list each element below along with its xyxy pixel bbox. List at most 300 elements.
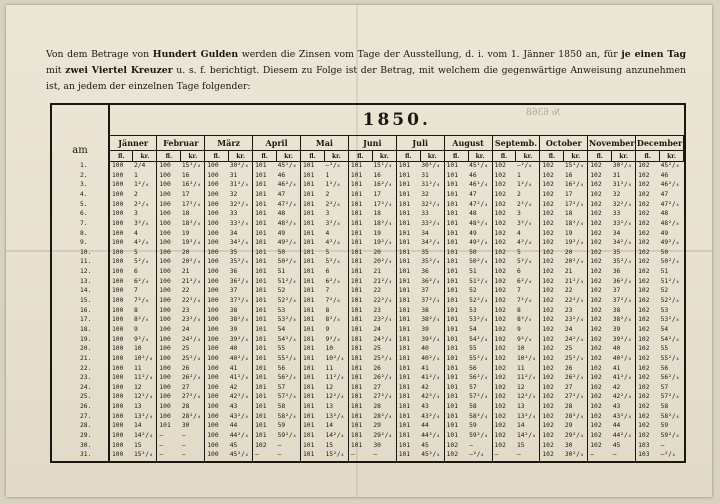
- kreuzer-cell: 12²/₄: [516, 393, 536, 401]
- month-header: Mai: [301, 136, 349, 151]
- gulden-cell: 100: [109, 249, 133, 259]
- gulden-cell: 102: [492, 278, 516, 288]
- kreuzer-cell: 27²/₄: [181, 393, 201, 401]
- gulden-cell: 101: [348, 307, 372, 317]
- day-number: 6.: [52, 210, 109, 220]
- kreuzer-cell: 2: [325, 191, 330, 198]
- kreuzer-cell: 2²/₄: [516, 200, 533, 208]
- kreuzer-cell: 45²/₄: [229, 451, 249, 459]
- intro-text: u. s. f. berichtigt. Diesem zu Folge ist der Betrag, mit welchem die gegenwärtige: [176, 65, 567, 76]
- gulden-cell: 100: [109, 239, 133, 249]
- gulden-cell: 102: [540, 220, 564, 230]
- gulden-cell: 101: [396, 307, 420, 317]
- gulden-cell: 102: [540, 316, 564, 326]
- month-header: December: [636, 136, 684, 151]
- kreuzer-cell: 22: [181, 287, 190, 295]
- kreuzer-cell: 52²/₄: [660, 297, 680, 305]
- kreuzer-cell: 47: [277, 191, 286, 198]
- gulden-cell: 100: [157, 384, 181, 394]
- gulden-cell: 102: [492, 432, 516, 442]
- kreuzer-cell: 35: [612, 248, 621, 256]
- kreuzer-cell: 1²/₄: [516, 181, 533, 189]
- gulden-cell: 101: [301, 336, 325, 346]
- gulden-cell: —: [157, 432, 181, 442]
- gulden-cell: 102: [540, 355, 564, 365]
- gulden-cell: 102: [492, 239, 516, 249]
- gulden-cell: 102: [636, 239, 660, 249]
- gulden-cell: 103: [636, 451, 660, 461]
- kreuzer-cell: 28: [373, 403, 381, 411]
- gulden-cell: 102: [492, 422, 516, 432]
- kreuzer-cell: 16: [373, 171, 381, 179]
- intro-text: für: [603, 49, 618, 60]
- kreuzer-cell: 8: [516, 306, 521, 314]
- kreuzer-cell: 52: [277, 287, 286, 295]
- kreuzer-cell: 43²/₄: [421, 412, 441, 420]
- gulden-cell: 102: [540, 307, 564, 317]
- kreuzer-cell: 36: [421, 268, 429, 276]
- gulden-cell: 100: [157, 326, 181, 336]
- day-number: 31.: [52, 451, 109, 461]
- kreuzer-cell: 19: [373, 229, 381, 237]
- kreuzer-cell: 38: [612, 306, 621, 314]
- gulden-cell: 102: [636, 220, 660, 230]
- gulden-cell: 100: [109, 365, 133, 375]
- kreuzer-cell: 43²/₄: [229, 412, 249, 420]
- kreuzer-cell: 47²/₄: [660, 200, 680, 208]
- kreuzer-cell: 21²/₄: [373, 277, 393, 285]
- kreuzer-cell: 53: [469, 306, 477, 314]
- kreuzer-cell: 23²/₄: [181, 316, 201, 324]
- gulden-cell: 102: [540, 181, 564, 191]
- table-row: [52, 191, 684, 201]
- table-row: [52, 220, 684, 230]
- gulden-cell: 101: [253, 403, 277, 413]
- unit-fl-header: fl.: [157, 151, 181, 162]
- kreuzer-cell: 47: [469, 191, 477, 198]
- kreuzer-cell: 44²/₄: [229, 432, 249, 440]
- gulden-cell: 101: [444, 220, 468, 230]
- table-row: [52, 210, 684, 220]
- kreuzer-cell: 30²/₄: [229, 162, 249, 169]
- gulden-cell: 102: [588, 220, 612, 230]
- kreuzer-cell: 40²/₄: [229, 354, 249, 362]
- kreuzer-cell: 39: [612, 325, 621, 333]
- kreuzer-cell: 26: [181, 364, 190, 372]
- kreuzer-cell: 53: [277, 306, 286, 314]
- kreuzer-cell: 55²/₄: [660, 354, 680, 362]
- table-row: [52, 249, 684, 259]
- kreuzer-cell: 12: [325, 383, 334, 391]
- gulden-cell: 101: [396, 210, 420, 220]
- unit-fl-header: fl.: [540, 151, 564, 162]
- gulden-cell: 100: [205, 374, 229, 384]
- kreuzer-cell: 1²/₄: [133, 181, 150, 189]
- kreuzer-cell: 3²/₄: [516, 219, 533, 227]
- gulden-cell: 102: [588, 258, 612, 268]
- gulden-cell: 101: [396, 393, 420, 403]
- kreuzer-cell: 23: [373, 306, 381, 314]
- kreuzer-cell: 55: [660, 345, 669, 353]
- kreuzer-cell: 29²/₄: [564, 432, 584, 440]
- gulden-cell: 102: [492, 355, 516, 365]
- gulden-cell: 102: [636, 307, 660, 317]
- gulden-cell: 101: [396, 249, 420, 259]
- gulden-cell: 100: [205, 326, 229, 336]
- gulden-cell: 100: [157, 210, 181, 220]
- kreuzer-cell: 2²/₄: [133, 200, 150, 208]
- gulden-cell: 102: [588, 316, 612, 326]
- kreuzer-cell: 13²/₄: [133, 412, 153, 420]
- gulden-cell: 102: [636, 249, 660, 259]
- kreuzer-cell: 14: [516, 422, 525, 430]
- kreuzer-cell: 17: [181, 191, 190, 198]
- gulden-cell: 101: [253, 355, 277, 365]
- gulden-cell: 102: [540, 249, 564, 259]
- kreuzer-cell: 37²/₄: [229, 297, 249, 305]
- gulden-cell: 101: [348, 326, 372, 336]
- gulden-cell: 102: [636, 297, 660, 307]
- kreuzer-cell: 50: [469, 248, 477, 256]
- gulden-cell: 101: [444, 403, 468, 413]
- gulden-cell: 101: [253, 181, 277, 191]
- gulden-cell: 102: [492, 384, 516, 394]
- unit-kr-header: kr.: [133, 151, 157, 162]
- kreuzer-cell: 15²/₄: [133, 451, 153, 459]
- kreuzer-cell: 25²/₄: [564, 354, 584, 362]
- gulden-cell: 101: [301, 230, 325, 240]
- kreuzer-cell: 1: [325, 171, 330, 179]
- kreuzer-cell: 42: [229, 383, 238, 391]
- table-row: [52, 181, 684, 191]
- kreuzer-cell: 9²/₄: [133, 335, 150, 343]
- gulden-cell: 102: [636, 268, 660, 278]
- gulden-cell: 100: [205, 181, 229, 191]
- gulden-cell: 101: [396, 384, 420, 394]
- gulden-cell: 102: [540, 393, 564, 403]
- gulden-cell: 102: [636, 355, 660, 365]
- kreuzer-cell: 30: [564, 441, 573, 449]
- kreuzer-cell: 20²/₄: [564, 258, 584, 266]
- kreuzer-cell: 2: [516, 191, 521, 198]
- month-header: Juni: [348, 136, 396, 151]
- gulden-cell: 100: [205, 403, 229, 413]
- gulden-cell: 102: [540, 384, 564, 394]
- gulden-cell: 101: [396, 326, 420, 336]
- kreuzer-cell: 25: [564, 345, 573, 353]
- gulden-cell: 100: [157, 393, 181, 403]
- gulden-cell: 100: [109, 181, 133, 191]
- kreuzer-cell: 31²/₄: [612, 181, 632, 189]
- gulden-cell: 101: [444, 258, 468, 268]
- gulden-cell: 102: [636, 278, 660, 288]
- kreuzer-cell: 39: [229, 325, 238, 333]
- gulden-cell: 102: [540, 336, 564, 346]
- day-number: 28.: [52, 422, 109, 432]
- gulden-cell: 102: [444, 442, 468, 452]
- kreuzer-cell: 10: [325, 345, 334, 353]
- kreuzer-cell: 16: [564, 171, 573, 179]
- kreuzer-cell: 5: [133, 248, 138, 256]
- kreuzer-cell: 34: [612, 229, 621, 237]
- gulden-cell: 101: [301, 451, 325, 461]
- kreuzer-cell: 52²/₄: [469, 297, 489, 305]
- gulden-cell: 101: [253, 191, 277, 201]
- kreuzer-cell: 51²/₄: [469, 277, 489, 285]
- gulden-cell: 102: [540, 191, 564, 201]
- intro-text: mit: [46, 65, 62, 76]
- gulden-cell: 102: [636, 210, 660, 220]
- gulden-cell: 100: [109, 326, 133, 336]
- kreuzer-cell: 38: [229, 306, 238, 314]
- kreuzer-cell: 7²/₄: [516, 297, 533, 305]
- gulden-cell: 101: [444, 326, 468, 336]
- table-body: [52, 162, 684, 462]
- month-header: Juli: [396, 136, 444, 151]
- kreuzer-cell: 13²/₄: [325, 412, 345, 420]
- kreuzer-cell: 22²/₄: [181, 297, 201, 305]
- kreuzer-cell: —: [612, 451, 617, 459]
- kreuzer-cell: 15¹/₄: [564, 162, 584, 169]
- kreuzer-cell: 44: [229, 422, 238, 430]
- table-row: [52, 345, 684, 355]
- kreuzer-cell: 22: [373, 287, 381, 295]
- gulden-cell: 100: [109, 191, 133, 201]
- kreuzer-cell: 22: [564, 287, 573, 295]
- gulden-cell: 102: [636, 374, 660, 384]
- kreuzer-cell: 8: [325, 306, 330, 314]
- gulden-cell: 100: [205, 230, 229, 240]
- gulden-cell: 102: [636, 287, 660, 297]
- gulden-cell: 100: [109, 230, 133, 240]
- kreuzer-cell: 30: [181, 422, 190, 430]
- gulden-cell: 100: [109, 413, 133, 423]
- gulden-cell: 102: [492, 374, 516, 384]
- kreuzer-cell: 6: [133, 268, 138, 276]
- kreuzer-cell: 17: [373, 191, 381, 198]
- gulden-cell: 102: [492, 326, 516, 336]
- day-number: 11.: [52, 258, 109, 268]
- gulden-cell: 102: [492, 220, 516, 230]
- kreuzer-cell: 26: [373, 364, 381, 372]
- gulden-cell: 100: [109, 258, 133, 268]
- gulden-cell: 101: [348, 432, 372, 442]
- gulden-cell: 101: [396, 181, 420, 191]
- gulden-cell: 102: [492, 403, 516, 413]
- gulden-cell: 100: [157, 220, 181, 230]
- kreuzer-cell: 9: [325, 325, 330, 333]
- gulden-cell: 100: [157, 365, 181, 375]
- gulden-cell: 101: [253, 268, 277, 278]
- gulden-cell: 102: [636, 201, 660, 211]
- gulden-cell: 100: [205, 307, 229, 317]
- gulden-cell: 102: [540, 451, 564, 461]
- gulden-cell: 102: [636, 413, 660, 423]
- gulden-cell: 100: [157, 316, 181, 326]
- kreuzer-cell: 54: [660, 325, 669, 333]
- gulden-cell: 100: [157, 355, 181, 365]
- intro-bold-day: je einen Tag: [621, 49, 686, 60]
- gulden-cell: 102: [540, 201, 564, 211]
- gulden-cell: 102: [540, 326, 564, 336]
- kreuzer-cell: 41: [229, 364, 238, 372]
- kreuzer-cell: 44: [421, 422, 429, 430]
- kreuzer-cell: 58²/₄: [469, 412, 489, 420]
- table-row: [52, 336, 684, 346]
- kreuzer-cell: —: [516, 451, 521, 459]
- kreuzer-cell: 21: [373, 268, 381, 276]
- gulden-cell: —: [348, 451, 372, 461]
- gulden-cell: 101: [348, 393, 372, 403]
- gulden-cell: 100: [205, 316, 229, 326]
- kreuzer-cell: 46: [277, 171, 286, 179]
- kreuzer-cell: 11: [133, 364, 142, 372]
- kreuzer-cell: —²/₄: [325, 162, 341, 169]
- gulden-cell: 102: [444, 451, 468, 461]
- gulden-cell: 102: [540, 268, 564, 278]
- gulden-cell: 101: [396, 432, 420, 442]
- gulden-cell: 100: [157, 249, 181, 259]
- gulden-cell: 100: [109, 451, 133, 461]
- gulden-cell: 100: [109, 384, 133, 394]
- gulden-cell: 101: [253, 345, 277, 355]
- kreuzer-cell: —: [277, 451, 282, 459]
- kreuzer-cell: 40: [612, 345, 621, 353]
- intro-text: werden die Zinsen vom Tage der Ausstellung, d. i. vom 1. Jänner 1850 an,: [241, 49, 601, 60]
- kreuzer-cell: 7²/₄: [133, 297, 150, 305]
- gulden-cell: 101: [348, 162, 372, 172]
- kreuzer-cell: 46²/₄: [277, 181, 297, 189]
- unit-fl-header: fl.: [444, 151, 468, 162]
- kreuzer-cell: 49: [660, 229, 669, 237]
- kreuzer-cell: 15: [325, 441, 334, 449]
- kreuzer-cell: 50²/₄: [469, 258, 489, 266]
- kreuzer-cell: 51: [277, 268, 286, 276]
- gulden-cell: 102: [492, 162, 516, 172]
- kreuzer-cell: 41: [612, 364, 621, 372]
- gulden-cell: 101: [396, 268, 420, 278]
- gulden-cell: 102: [588, 326, 612, 336]
- day-number: 29.: [52, 432, 109, 442]
- gulden-cell: 101: [444, 316, 468, 326]
- day-number: 21.: [52, 355, 109, 365]
- table-row: [52, 326, 684, 336]
- kreuzer-cell: 24: [373, 325, 381, 333]
- gulden-cell: 101: [301, 432, 325, 442]
- gulden-cell: 102: [492, 181, 516, 191]
- kreuzer-cell: 35²/₄: [229, 258, 249, 266]
- kreuzer-cell: 37²/₄: [612, 297, 632, 305]
- gulden-cell: 101: [396, 191, 420, 201]
- gulden-cell: 101: [396, 355, 420, 365]
- kreuzer-cell: 5²/₄: [325, 258, 341, 266]
- kreuzer-cell: 3: [516, 210, 521, 218]
- gulden-cell: 100: [109, 172, 133, 182]
- gulden-cell: 101: [444, 239, 468, 249]
- gulden-cell: 101: [444, 230, 468, 240]
- gulden-cell: 102: [588, 297, 612, 307]
- kreuzer-cell: 33: [612, 210, 621, 218]
- gulden-cell: 100: [109, 201, 133, 211]
- gulden-cell: 101: [301, 403, 325, 413]
- kreuzer-cell: 20: [564, 248, 573, 256]
- gulden-cell: 101: [444, 181, 468, 191]
- month-header: October: [540, 136, 588, 151]
- gulden-cell: 101: [301, 393, 325, 403]
- kreuzer-cell: 2²/₄: [325, 200, 341, 208]
- gulden-cell: 101: [253, 336, 277, 346]
- kreuzer-cell: 50: [277, 248, 286, 256]
- day-number: 9.: [52, 239, 109, 249]
- am-header: [52, 105, 109, 162]
- gulden-cell: 100: [109, 403, 133, 413]
- unit-kr-header: kr.: [660, 151, 684, 162]
- gulden-cell: 102: [540, 287, 564, 297]
- gulden-cell: 100: [205, 201, 229, 211]
- gulden-cell: 102: [540, 210, 564, 220]
- gulden-cell: 101: [348, 355, 372, 365]
- gulden-cell: 101: [444, 413, 468, 423]
- kreuzer-cell: 48²/₄: [277, 219, 297, 227]
- kreuzer-cell: 4²/₄: [516, 239, 533, 247]
- gulden-cell: 101: [348, 403, 372, 413]
- gulden-cell: 102: [540, 422, 564, 432]
- kreuzer-cell: 51: [469, 268, 477, 276]
- kreuzer-cell: 21: [564, 268, 573, 276]
- day-number: 24.: [52, 384, 109, 394]
- gulden-cell: 101: [348, 374, 372, 384]
- kreuzer-cell: 33²/₄: [229, 219, 249, 227]
- gulden-cell: 101: [444, 336, 468, 346]
- kreuzer-cell: 15¹/₄: [181, 162, 201, 169]
- gulden-cell: 101: [348, 287, 372, 297]
- kreuzer-cell: 18: [373, 210, 381, 218]
- kreuzer-cell: 19: [564, 229, 573, 237]
- gulden-cell: 100: [157, 336, 181, 346]
- kreuzer-cell: 32: [612, 191, 621, 198]
- unit-kr-header: kr.: [564, 151, 588, 162]
- gulden-cell: 102: [540, 432, 564, 442]
- gulden-cell: 102: [588, 384, 612, 394]
- month-header: November: [588, 136, 636, 151]
- kreuzer-cell: 26²/₄: [181, 374, 201, 382]
- kreuzer-cell: 2: [133, 191, 138, 198]
- gulden-cell: 101: [444, 172, 468, 182]
- kreuzer-cell: 32²/₄: [421, 200, 441, 208]
- kreuzer-cell: 53²/₄: [660, 316, 680, 324]
- gulden-cell: 102: [588, 239, 612, 249]
- kreuzer-cell: 50: [660, 248, 669, 256]
- gulden-cell: 100: [157, 268, 181, 278]
- gulden-cell: 100: [205, 422, 229, 432]
- unit-kr-header: kr.: [516, 151, 540, 162]
- kreuzer-cell: 15²/₄: [325, 451, 345, 459]
- kreuzer-cell: 18²/₄: [564, 219, 584, 227]
- kreuzer-cell: 58: [469, 403, 477, 411]
- gulden-cell: 101: [301, 268, 325, 278]
- gulden-cell: 100: [157, 172, 181, 182]
- kreuzer-cell: 54: [469, 325, 477, 333]
- gulden-cell: 102: [636, 422, 660, 432]
- year-header: 1850.: [109, 105, 684, 136]
- gulden-cell: 100: [205, 278, 229, 288]
- day-number: 15.: [52, 297, 109, 307]
- table-row: [52, 230, 684, 240]
- gulden-cell: 101: [396, 403, 420, 413]
- kreuzer-cell: 10²/₄: [325, 354, 345, 362]
- intro-bold-amount: Hundert Gulden: [152, 49, 239, 60]
- kreuzer-cell: 38²/₄: [421, 316, 441, 324]
